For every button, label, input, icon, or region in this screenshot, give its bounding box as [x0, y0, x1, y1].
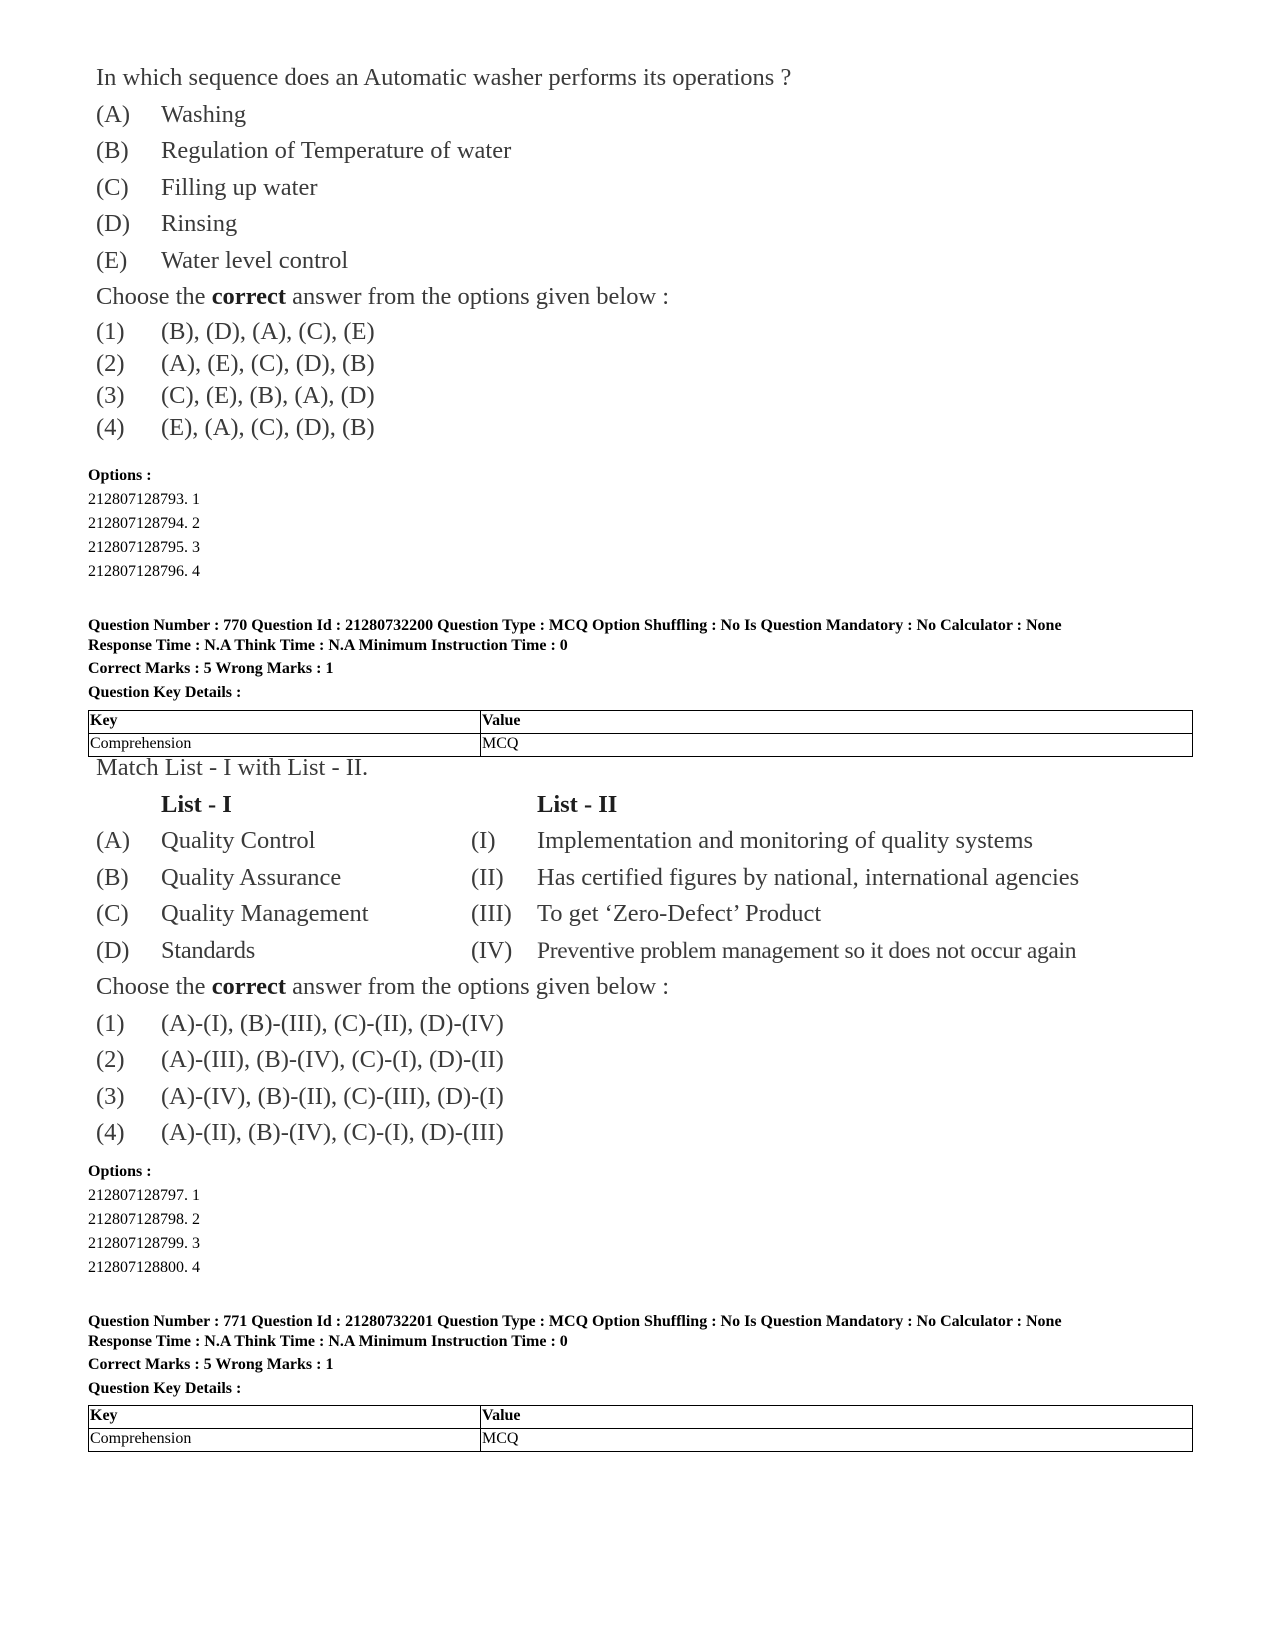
option-id: 212807128798. 2 [88, 1211, 200, 1228]
answer-choice: (4) (E), (A), (C), (D), (B) [96, 413, 375, 441]
sequence-item: (B) Regulation of Temperature of water [96, 137, 512, 164]
key-header: Key [89, 1406, 481, 1429]
key-cell: Comprehension [89, 1429, 481, 1452]
sequence-item: (A) Washing [96, 100, 247, 128]
sequence-item: (D) Rinsing [96, 210, 238, 237]
option-id: 212807128797. 1 [88, 1187, 200, 1204]
answer-choice: (1) (A)-(I), (B)-(III), (C)-(II), (D)-(IV) [96, 1009, 504, 1037]
answer-choice: (2) (A)-(III), (B)-(IV), (C)-(I), (D)-(II) [96, 1046, 504, 1073]
option-id: 212807128799. 3 [88, 1235, 200, 1252]
table-row [89, 1429, 1193, 1452]
key-details-title: Question Key Details : [88, 1380, 242, 1397]
key-details-title: Question Key Details : [88, 684, 242, 701]
question-stem: Match List - I with List - II. [96, 754, 369, 781]
sequence-item: (C) Filling up water [96, 173, 318, 201]
question-770-header [88, 616, 1062, 705]
choose-instruction: Choose the correct answer from the options given below : [96, 283, 670, 310]
key-header: Key [89, 711, 481, 734]
key-cell: Comprehension [89, 734, 481, 757]
choose-instruction: Choose the correct answer from the options given below : [96, 973, 670, 1000]
answer-choice: (3) (C), (E), (B), (A), (D) [96, 381, 375, 409]
sequence-item: (E) Water level control [96, 246, 349, 274]
options-title: Options : [88, 1163, 152, 1180]
list1-title: List - I [161, 790, 232, 818]
answer-choice: (4) (A)-(II), (B)-(IV), (C)-(I), (D)-(III) [96, 1119, 504, 1146]
question-info-line: Question Number : 771 Question Id : 21280732201 Question Type : MCQ Option Shuffling : No Is Question Mandatory : No Calculator : None [88, 1313, 1062, 1330]
option-id: 212807128796. 4 [88, 563, 200, 580]
answer-choice: (1) (B), (D), (A), (C), (E) [96, 317, 375, 345]
question-771-header [88, 1312, 1062, 1401]
marks-line: Correct Marks : 5 Wrong Marks : 1 [88, 1356, 334, 1373]
match-pair-row: (C) Quality Management (III) To get ‘Zero-Defect’ Product [96, 900, 822, 927]
option-id: 212807128795. 3 [88, 539, 200, 556]
question-769-image-block [96, 60, 791, 444]
options-list [88, 1160, 200, 1280]
answer-choice: (2) (A), (E), (C), (D), (B) [96, 349, 375, 377]
table-header-row [89, 1406, 1193, 1429]
question-timing-line: Response Time : N.A Think Time : N.A Minimum Instruction Time : 0 [88, 637, 568, 654]
value-cell: MCQ [481, 734, 1193, 757]
option-id: 212807128800. 4 [88, 1259, 200, 1276]
marks-line: Correct Marks : 5 Wrong Marks : 1 [88, 660, 334, 677]
value-header: Value [481, 711, 1193, 734]
options-title: Options : [88, 467, 152, 484]
value-header: Value [481, 1406, 1193, 1429]
option-id: 212807128793. 1 [88, 491, 200, 508]
match-pair-row: (A) Quality Control (I) Implementation and monitoring of quality systems [96, 827, 1034, 854]
answer-choice: (3) (A)-(IV), (B)-(II), (C)-(III), (D)-(I) [96, 1082, 504, 1110]
question-key-table [88, 1405, 1193, 1452]
list2-title: List - II [537, 790, 618, 818]
value-cell: MCQ [481, 1429, 1193, 1452]
match-pair-row: (D) Standards (IV) Preventive problem management so it does not occur again [96, 936, 1077, 964]
options-list [88, 464, 200, 584]
question-stem: In which sequence does an Automatic washer performs its operations ? [96, 64, 792, 91]
table-header-row [89, 711, 1193, 734]
option-id: 212807128794. 2 [88, 515, 200, 532]
question-770-image-block [96, 750, 1079, 1152]
list-titles [96, 787, 1079, 824]
match-pair-row: (B) Quality Assurance (II) Has certified figures by national, international agencies [96, 863, 1080, 891]
question-info-line: Question Number : 770 Question Id : 21280732200 Question Type : MCQ Option Shuffling : No Is Question Mandatory : No Calculator : None [88, 617, 1062, 634]
question-timing-line: Response Time : N.A Think Time : N.A Minimum Instruction Time : 0 [88, 1333, 568, 1350]
